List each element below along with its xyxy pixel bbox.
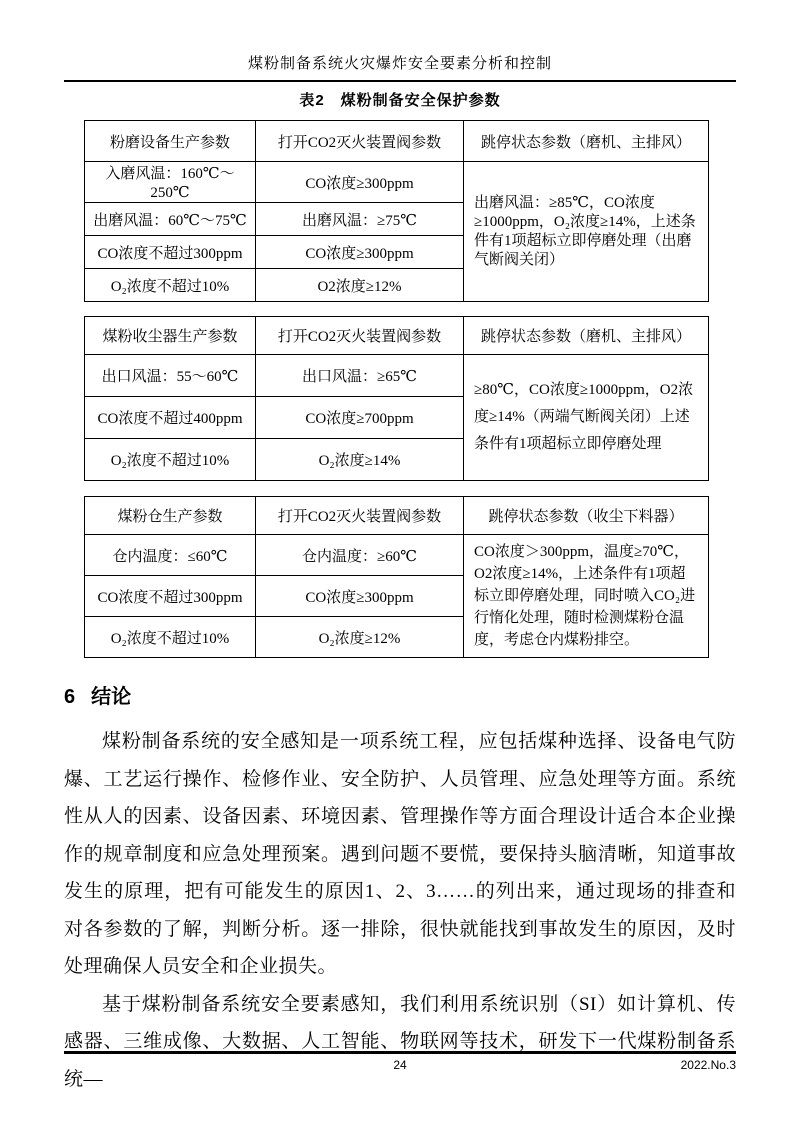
table-header-cell: 打开CO2灭火装置阀参数 — [256, 497, 464, 535]
footer-rule — [64, 1051, 736, 1054]
trip-note-cell: ≥80℃，CO浓度≥1000ppm，O2浓度≥14%（两端气断阀关闭）上述条件有1项超标立即停磨处理 — [464, 355, 709, 481]
table-cell: CO浓度≥300ppm — [256, 236, 464, 269]
table-cell: 仓内温度：≤60℃ — [85, 535, 256, 576]
table-header-cell: 粉磨设备生产参数 — [85, 121, 256, 162]
page-content — [64, 0, 736, 1098]
section-heading — [64, 684, 736, 710]
table-header-cell: 煤粉仓生产参数 — [85, 497, 256, 535]
table-cell: O₂浓度不超过10% — [85, 439, 256, 481]
table-cell: 出磨风温：60℃～75℃ — [85, 203, 256, 236]
table-cell: 仓内温度：≥60℃ — [256, 535, 464, 576]
table-header-cell: 跳停状态参数（磨机、主排风） — [464, 317, 709, 355]
table-cell: 入磨风温：160℃～250℃ — [85, 162, 256, 203]
table-cell: O₂浓度≥12% — [256, 617, 464, 658]
table-header-row — [85, 317, 709, 355]
issue-number: 2022.No.3 — [680, 1058, 736, 1072]
table-header-row — [85, 497, 709, 535]
table-cell: CO浓度≥300ppm — [256, 162, 464, 203]
paragraph: 基于煤粉制备系统安全要素感知，我们利用系统识别（SI）如计算机、传感器、三维成像、大数据、人工智能、物联网等技术，研发下一代煤粉制备系统— — [64, 993, 736, 1090]
table-row — [85, 162, 709, 203]
trip-note-cell: CO浓度＞300ppm，温度≥70℃，O2浓度≥14%，上述条件有1项超标立即停磨处理，同时喷入CO₂进行惰化处理，随时检测煤粉仓温度，考虑仓内煤粉排空。 — [464, 535, 709, 658]
footer — [64, 1058, 736, 1074]
header-rule — [64, 80, 736, 82]
paragraph: 煤粉制备系统的安全感知是一项系统工程，应包括煤种选择、设备电气防爆、工艺运行操作、检修作业、安全防护、人员管理、应急处理等方面。系统性从人的因素、设备因素、环境因素、管理操作等方面合理设计适合本企业操作的规章制度和应急处理预案。遇到问题不要慌，要保持头脑清晰，知道事故发生的原理，把有可能发生的原因1、2、3……的列出来，通过现场的排查和对各参数的了解，判断分析。逐一排除，很快就能找到事故发生的原因，及时处理确保人员安全和企业损失。 — [64, 731, 736, 977]
table-cell: 出口风温：55～60℃ — [85, 355, 256, 397]
running-header-title: 煤粉制备系统火灾爆炸安全要素分析和控制 — [247, 56, 552, 72]
page-number: 24 — [393, 1058, 407, 1072]
table-cell: O2浓度≥12% — [256, 269, 464, 302]
table-header-cell: 打开CO2灭火装置阀参数 — [256, 317, 464, 355]
trip-note-cell: 出磨风温：≥85℃，CO浓度≥1000ppm，O₂浓度≥14%，上述条件有1项超标立即停磨处理（出磨气断阀关闭） — [464, 162, 709, 302]
table-cell: 出磨风温：≥75℃ — [256, 203, 464, 236]
table-caption: 表2 煤粉制备安全保护参数 — [299, 92, 501, 109]
table-row — [85, 355, 709, 397]
section-title: 结论 — [91, 686, 132, 708]
table-cell: CO浓度不超过300ppm — [85, 236, 256, 269]
table-row — [85, 535, 709, 576]
table-cell: CO浓度≥300ppm — [256, 576, 464, 617]
section-number: 6 — [64, 686, 76, 708]
table-header-row — [85, 121, 709, 162]
conclusion-body — [64, 723, 736, 1098]
table-cell: O₂浓度不超过10% — [85, 269, 256, 302]
table-cell: CO浓度不超过300ppm — [85, 576, 256, 617]
table-header-cell: 煤粉收尘器生产参数 — [85, 317, 256, 355]
table-header-cell: 打开CO2灭火装置阀参数 — [256, 121, 464, 162]
table-cell: O₂浓度≥14% — [256, 439, 464, 481]
table-header-cell: 跳停状态参数（磨机、主排风） — [464, 121, 709, 162]
table-header-cell: 跳停状态参数（收尘下料器） — [464, 497, 709, 535]
safety-table-dust-collector — [84, 316, 709, 481]
table-cell: 出口风温：≥65℃ — [256, 355, 464, 397]
table-cell: CO浓度≥700ppm — [256, 397, 464, 439]
safety-table-mill — [84, 120, 709, 302]
table-cell: O₂浓度不超过10% — [85, 617, 256, 658]
safety-table-coal-silo — [84, 496, 709, 658]
table-cell: CO浓度不超过400ppm — [85, 397, 256, 439]
